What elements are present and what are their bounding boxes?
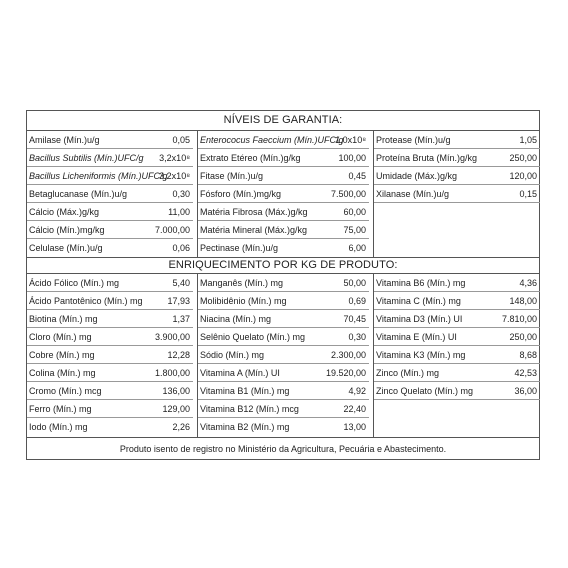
row-label: Vitamina B1 (Mín.) mg: [200, 386, 290, 396]
table-row: [198, 149, 369, 167]
row-value: 129,00: [162, 404, 190, 414]
row-value: 0,05: [172, 135, 190, 145]
table-row: [27, 131, 193, 149]
row-label: Vitamina B2 (Mín.) mg: [200, 422, 290, 432]
row-label: Fósforo (Mín.)mg/kg: [200, 189, 282, 199]
row-value: 1,05: [519, 135, 537, 145]
row-value: 0,45: [348, 171, 366, 181]
enriquecimento-col-3: [374, 274, 540, 400]
table-row: [198, 310, 369, 328]
row-label: Biotina (Mín.) mg: [29, 314, 98, 324]
table-row: [27, 400, 193, 418]
row-value: 11,00: [168, 207, 190, 217]
divider: [197, 274, 198, 437]
table-row: [198, 346, 369, 364]
table-row: [27, 364, 193, 382]
table-row: [374, 167, 540, 185]
table-row: [27, 310, 193, 328]
table-row: [27, 274, 193, 292]
table-row: [198, 382, 369, 400]
garantia-col-2: [198, 131, 369, 257]
row-value: 0,30: [172, 189, 190, 199]
row-value: 120,00: [509, 171, 537, 181]
row-value: 3.900,00: [154, 332, 190, 342]
table-row: [27, 382, 193, 400]
row-label: Zinco (Mín.) mg: [376, 368, 440, 378]
table-row: [27, 203, 193, 221]
row-value: 250,00: [509, 332, 537, 342]
row-label: Proteína Bruta (Mín.)g/kg: [376, 153, 478, 163]
table-row: [374, 131, 540, 149]
table-row: [27, 328, 193, 346]
table-row: [198, 274, 369, 292]
row-value: 250,00: [509, 153, 537, 163]
table-row: [374, 292, 540, 310]
row-value: 7.500,00: [330, 189, 366, 199]
table-row: [198, 239, 369, 257]
table-row: [27, 167, 193, 185]
row-value: 2,26: [172, 422, 190, 432]
row-value: 1.800,00: [154, 368, 190, 378]
row-label: Xilanase (Mín.)u/g: [376, 189, 450, 199]
row-label: Betaglucanase (Mín.)u/g: [29, 189, 128, 199]
divider: [27, 437, 539, 438]
table-row: [374, 382, 540, 400]
row-value: 2.300,00: [330, 350, 366, 360]
row-label: Vitamina B6 (Mín.) mg: [376, 278, 466, 288]
footer-note: Produto isento de registro no Ministério da Agricultura, Pecuária e Abastecimento.: [119, 444, 447, 454]
table-row: [27, 292, 193, 310]
row-value: 0,06: [172, 243, 190, 253]
table-row: [27, 221, 193, 239]
row-label: Fitase (Mín.)u/g: [200, 171, 264, 181]
row-value: 0,15: [519, 189, 537, 199]
row-label: Bacillus Licheniformis (Mín.)UFC/g: [29, 171, 168, 181]
row-value: 1,37: [172, 314, 190, 324]
row-value: 60,00: [343, 207, 366, 217]
row-value: 75,00: [343, 225, 366, 235]
row-label: Bacillus Subtilis (Mín.)UFC/g: [29, 153, 144, 163]
row-value: 4,92: [348, 386, 366, 396]
row-value: 3,2x10⁸: [159, 171, 190, 181]
row-value: 42,53: [514, 368, 537, 378]
row-label: Umidade (Máx.)g/kg: [376, 171, 458, 181]
row-value: 22,40: [343, 404, 366, 414]
table-row: [374, 346, 540, 364]
table-row: [198, 203, 369, 221]
row-label: Ferro (Mín.) mg: [29, 404, 92, 414]
table-row: [374, 310, 540, 328]
table-row: [198, 292, 369, 310]
row-value: 7.810,00: [501, 314, 537, 324]
table-row: [198, 418, 369, 436]
row-value: 7.000,00: [154, 225, 190, 235]
row-label: Matéria Fibrosa (Máx.)g/kg: [200, 207, 308, 217]
garantia-title: NÍVEIS DE GARANTIA:: [223, 114, 343, 126]
row-label: Enterococus Faeccium (Mín.)UFC/g: [200, 135, 344, 145]
row-value: 6,00: [348, 243, 366, 253]
row-label: Sódio (Mín.) mg: [200, 350, 265, 360]
table-row: [198, 167, 369, 185]
divider: [373, 131, 374, 257]
row-value: 8,68: [519, 350, 537, 360]
divider: [197, 131, 198, 257]
row-value: 12,28: [167, 350, 190, 360]
enriquecimento-title: ENRIQUECIMENTO POR KG DE PRODUTO:: [168, 259, 398, 271]
table-row: [374, 149, 540, 167]
row-label: Protease (Mín.)u/g: [376, 135, 451, 145]
row-label: Manganês (Mín.) mg: [200, 278, 284, 288]
row-label: Niacina (Mín.) mg: [200, 314, 272, 324]
nutrition-label: [26, 110, 540, 460]
divider: [373, 274, 374, 437]
row-label: Pectinase (Mín.)u/g: [200, 243, 279, 253]
table-row: [27, 239, 193, 257]
row-label: Cálcio (Máx.)g/kg: [29, 207, 100, 217]
row-label: Vitamina A (Mín.) UI: [200, 368, 280, 378]
row-value: 3,2x10⁸: [159, 153, 190, 163]
row-label: Cobre (Mín.) mg: [29, 350, 95, 360]
row-label: Vitamina B12 (Mín.) mcg: [200, 404, 299, 414]
row-label: Cloro (Mín.) mg: [29, 332, 92, 342]
row-label: Selênio Quelato (Mín.) mg: [200, 332, 306, 342]
table-row: [27, 185, 193, 203]
row-label: Cálcio (Mín.)mg/kg: [29, 225, 105, 235]
row-value: 5,40: [172, 278, 190, 288]
enriquecimento-col-1: [27, 274, 193, 436]
row-value: 17,93: [167, 296, 190, 306]
row-value: 50,00: [343, 278, 366, 288]
row-label: Zinco Quelato (Mín.) mg: [376, 386, 474, 396]
row-value: 0,69: [348, 296, 366, 306]
row-label: Cromo (Mín.) mcg: [29, 386, 102, 396]
table-row: [198, 131, 369, 149]
table-row: [198, 364, 369, 382]
row-label: Vitamina D3 (Mín.) UI: [376, 314, 463, 324]
divider: [27, 257, 539, 258]
enriquecimento-col-2: [198, 274, 369, 436]
row-value: 13,00: [343, 422, 366, 432]
row-label: Colina (Mín.) mg: [29, 368, 96, 378]
table-row: [198, 328, 369, 346]
table-row: [198, 221, 369, 239]
table-row: [27, 418, 193, 436]
garantia-col-3: [374, 131, 540, 203]
row-label: Iodo (Mín.) mg: [29, 422, 88, 432]
garantia-col-1: [27, 131, 193, 257]
row-label: Celulase (Mín.)u/g: [29, 243, 103, 253]
row-label: Ácido Fólico (Mín.) mg: [29, 278, 120, 288]
row-label: Vitamina K3 (Mín.) mg: [376, 350, 466, 360]
table-row: [27, 346, 193, 364]
row-label: Vitamina C (Mín.) mg: [376, 296, 461, 306]
row-label: Vitamina E (Mín.) UI: [376, 332, 457, 342]
table-row: [198, 185, 369, 203]
row-value: 19.520,00: [325, 368, 366, 378]
row-value: 100,00: [338, 153, 366, 163]
table-row: [374, 364, 540, 382]
row-value: 4,36: [519, 278, 537, 288]
row-label: Amilase (Mín.)u/g: [29, 135, 100, 145]
table-row: [374, 185, 540, 203]
table-row: [374, 328, 540, 346]
row-label: Ácido Pantotênico (Mín.) mg: [29, 296, 143, 306]
table-row: [27, 149, 193, 167]
row-label: Extrato Etéreo (Mín.)g/kg: [200, 153, 301, 163]
row-value: 36,00: [514, 386, 537, 396]
table-row: [374, 274, 540, 292]
row-value: 1,0x10⁸: [335, 135, 366, 145]
row-label: Molibidênio (Mín.) mg: [200, 296, 287, 306]
row-value: 136,00: [162, 386, 190, 396]
row-label: Matéria Mineral (Máx.)g/kg: [200, 225, 308, 235]
row-value: 70,45: [343, 314, 366, 324]
table-row: [198, 400, 369, 418]
row-value: 0,30: [348, 332, 366, 342]
row-value: 148,00: [509, 296, 537, 306]
